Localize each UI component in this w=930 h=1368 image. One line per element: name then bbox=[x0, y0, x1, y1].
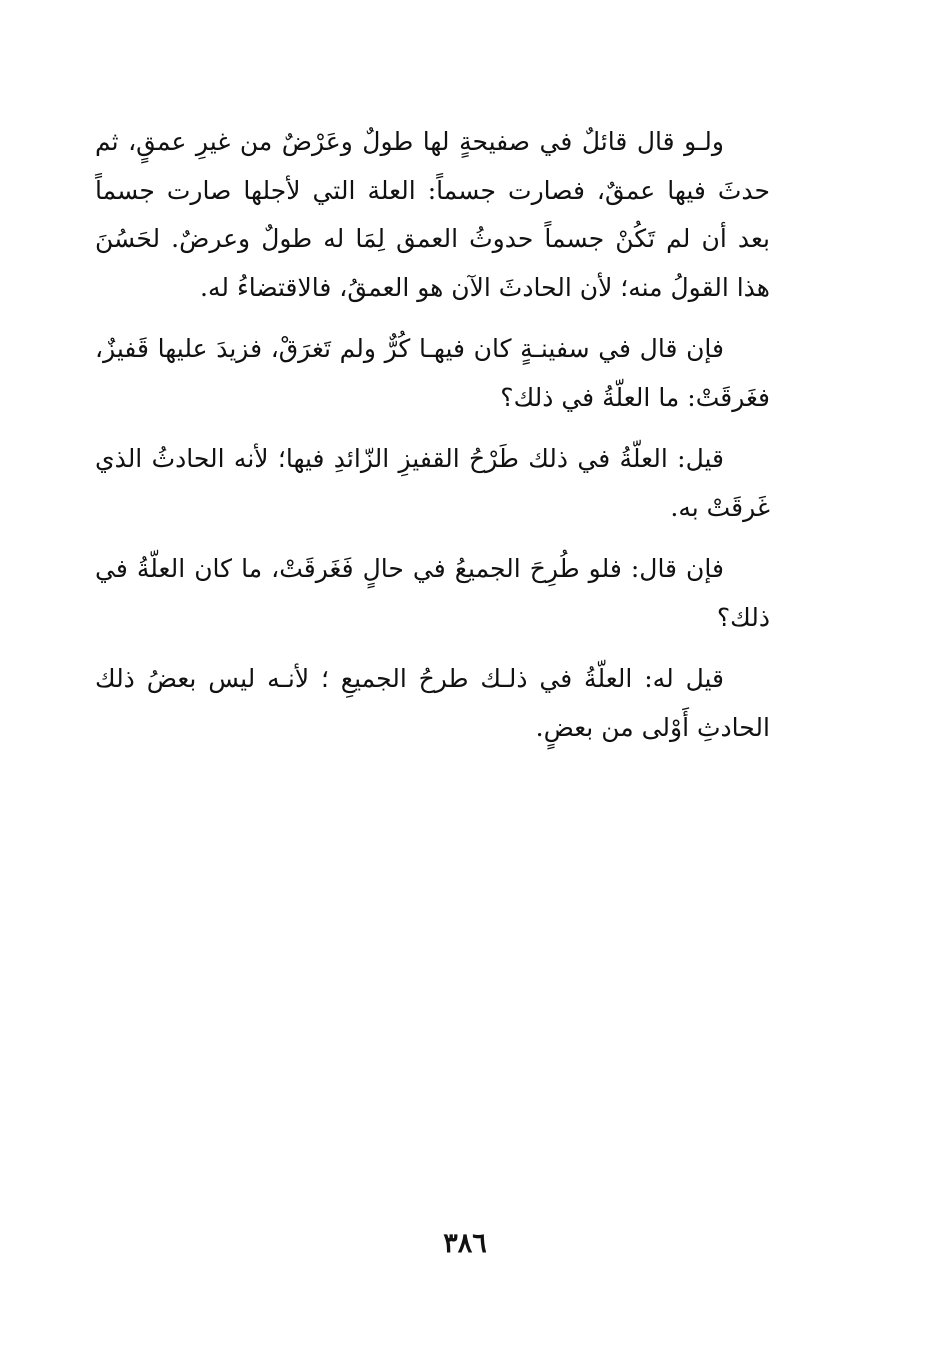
paragraph-5: قيل له: العلّةُ في ذلـك طرحُ الجميعِ ؛ لأنـه ليس بعضُ ذلك الحادثِ أَوْلى من بعضٍ. bbox=[95, 664, 770, 742]
body-text bbox=[95, 118, 770, 765]
paragraph-4: فإن قال: فلو طُرِحَ الجميعُ في حالٍ فَغَرقَتْ، ما كان العلّةُ في ذلك؟ bbox=[95, 554, 770, 632]
paragraph-3: قيل: العلّةُ في ذلك طَرْحُ القفيزِ الزّائدِ فيها؛ لأنه الحادثُ الذي غَرقَتْ به. bbox=[95, 444, 770, 522]
paragraph-1: ولـو قال قائلٌ في صفيحةٍ لها طولٌ وعَرْضٌ من غيرِ عمقٍ، ثم حدثَ فيها عمقٌ، فصارت جسماً: العلة التي لأجلها صارت جسماً بعد أن لم تَكُنْ جسماً حدوثُ العمق لِمَا له طولٌ وعرضٌ. لحَسُنَ هذا القولُ منه؛ لأن الحادثَ الآن هو العمقُ، فالاقتضاءُ له. bbox=[95, 127, 770, 302]
page-number: ٣٨٦ bbox=[443, 1228, 487, 1259]
paragraph-2: فإن قال في سفينـةٍ كان فيهـا كُرٌّ ولم تَغرَقْ، فزيدَ عليها قَفيزٌ، فغَرقَتْ: ما العلّةُ في ذلك؟ bbox=[95, 334, 770, 412]
